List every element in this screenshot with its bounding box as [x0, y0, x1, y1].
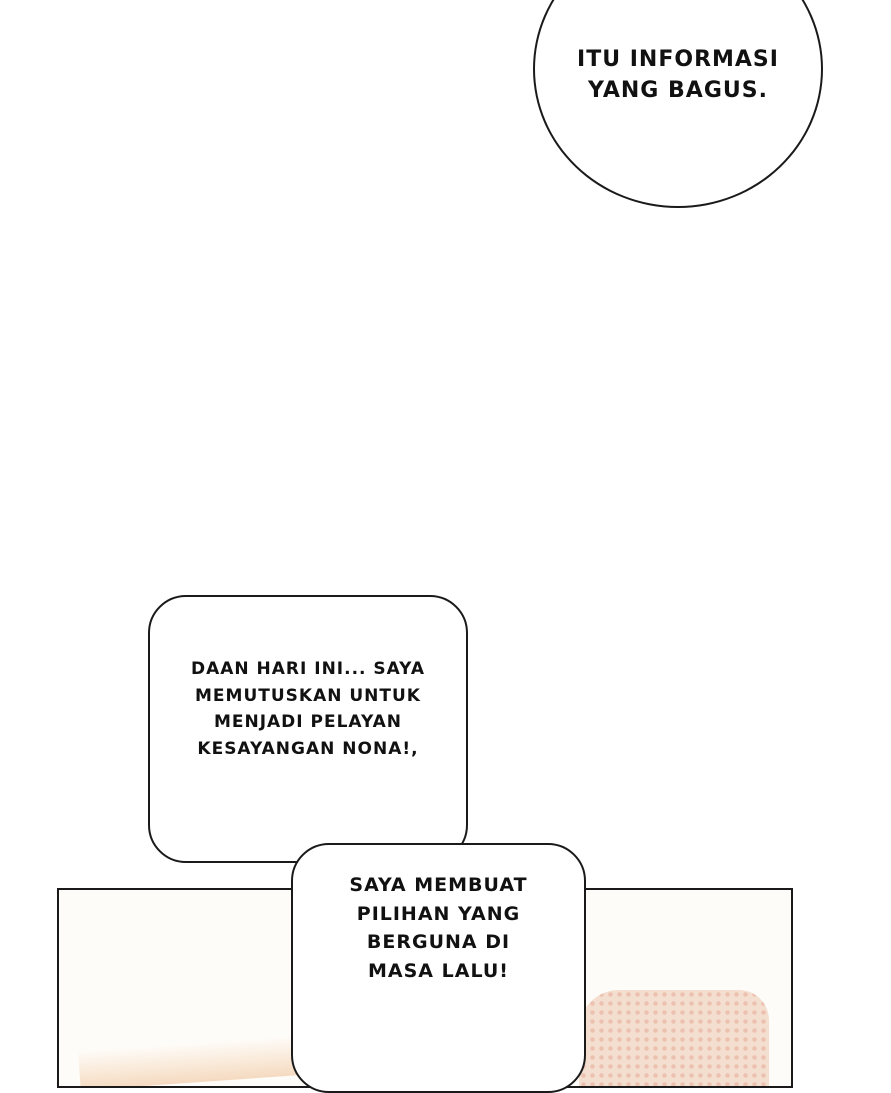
speech-line: KESAYANGAN NONA!,: [197, 738, 419, 759]
speech-bubble-bottom-text: [349, 871, 527, 985]
speech-line: BERGUNA DI: [366, 931, 511, 953]
speech-bubble-middle-text: [191, 656, 425, 762]
speech-bubble-top: [533, 0, 823, 208]
speech-bubble-middle: [148, 595, 468, 863]
speech-line: DAAN HARI INI... SAYA: [190, 659, 426, 679]
speech-line: MEMUTUSKAN UNTUK: [195, 685, 421, 706]
panel-artwork-halftone: [579, 990, 769, 1088]
speech-bubble-top-text: [577, 44, 779, 106]
speech-line: YANG BAGUS.: [588, 78, 768, 103]
speech-line: SAYA MEMBUAT: [349, 874, 528, 896]
speech-line: PILIHAN YANG: [356, 902, 521, 925]
speech-line: MASA LALU!: [368, 959, 509, 982]
speech-line: ITU INFORMASI: [577, 47, 779, 72]
speech-line: MENJADI PELAYAN: [213, 712, 403, 732]
speech-bubble-bottom: [291, 843, 586, 1093]
